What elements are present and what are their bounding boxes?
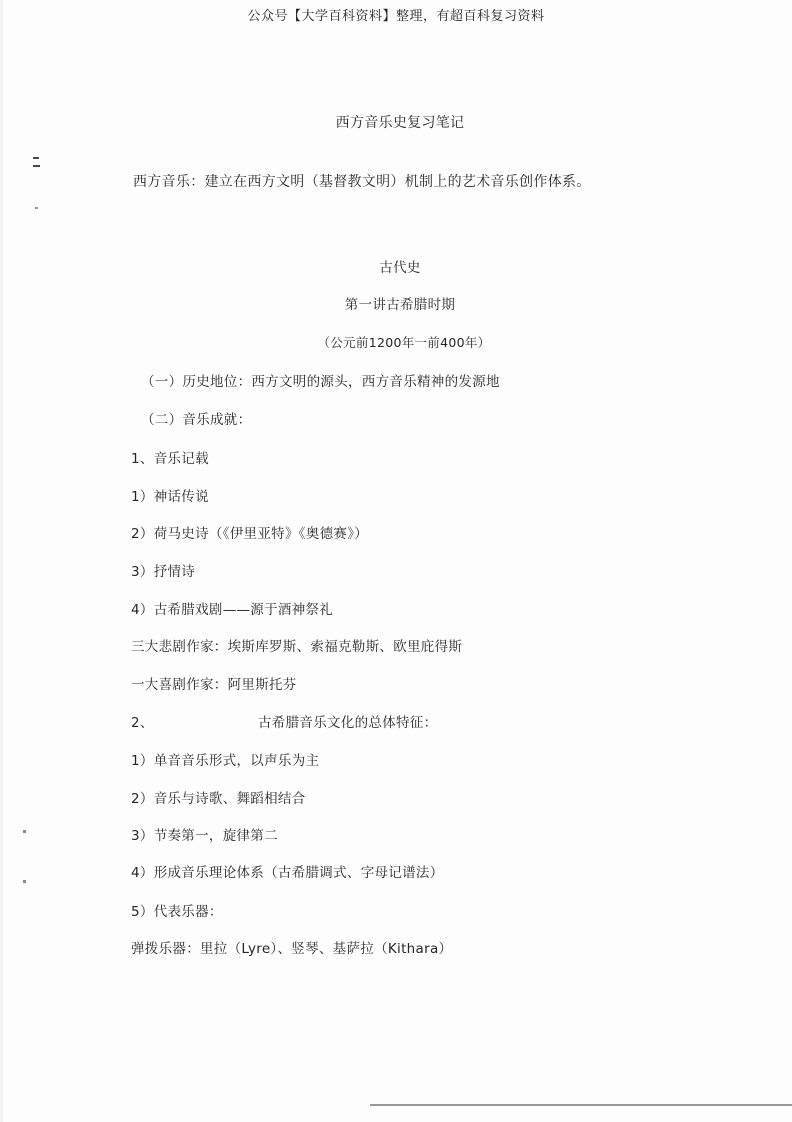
text-line: 1、音乐记载 xyxy=(131,451,209,467)
scan-bottom-edge xyxy=(370,1104,792,1106)
text-line: 4）形成音乐理论体系（古希腊调式、字母记谱法） xyxy=(131,865,444,881)
text-line: 3）抒情诗 xyxy=(131,564,196,580)
scan-mark xyxy=(35,207,38,209)
text-line: （二）音乐成就： xyxy=(141,412,252,428)
scan-mark xyxy=(33,157,39,159)
document-title: 西方音乐史复习笔记 xyxy=(335,115,465,131)
lecture-title: 第一讲古希腊时期 xyxy=(344,297,456,313)
text-line: 1）单音音乐形式，以声乐为主 xyxy=(131,753,320,769)
text-line: 弹拨乐器：里拉（Lyre）、竖琴、基萨拉（Kithara） xyxy=(131,941,453,957)
scan-mark xyxy=(23,880,26,883)
scan-mark xyxy=(23,830,26,833)
text-line: 2）音乐与诗歌、舞蹈相结合 xyxy=(131,791,306,807)
section-title: 古代史 xyxy=(379,260,421,276)
text-line: 3）节奏第一，旋律第二 xyxy=(131,828,278,844)
text-line: 一大喜剧作家：阿里斯托芬 xyxy=(131,677,297,693)
text-line: 1）神话传说 xyxy=(131,489,209,505)
text-line: 2）荷马史诗（《伊里亚特》《奥德赛》） xyxy=(131,526,369,542)
subheading-inline: 古希腊音乐文化的总体特征： xyxy=(258,715,438,731)
text-line: 2、 xyxy=(131,715,154,731)
definition-paragraph: 西方音乐：建立在西方文明（基督教文明）机制上的艺术音乐创作体系。 xyxy=(133,174,591,190)
date-range: （公元前1200年一前400年） xyxy=(317,335,491,350)
text-line: 三大悲剧作家：埃斯库罗斯、索福克勒斯、欧里庇得斯 xyxy=(131,639,463,655)
text-line: （一）历史地位：西方文明的源头，西方音乐精神的发源地 xyxy=(141,374,500,390)
scan-left-edge xyxy=(0,0,3,1122)
header-note: 公众号【大学百科资料】整理，有超百科复习资料 xyxy=(247,9,545,24)
text-line: 4）古希腊戏剧——源于酒神祭礼 xyxy=(131,602,334,618)
scan-mark xyxy=(33,165,40,167)
text-line: 5）代表乐器： xyxy=(131,904,223,920)
